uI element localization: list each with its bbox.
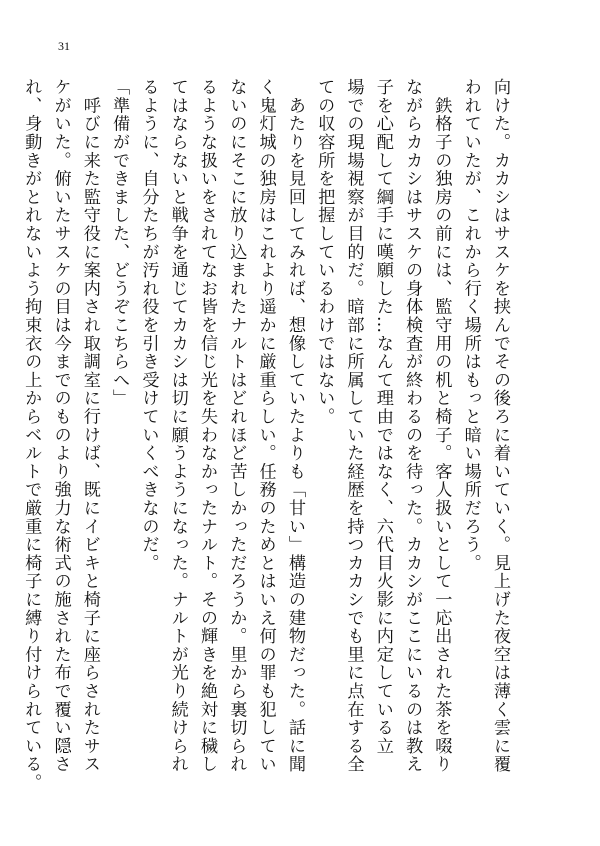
text-line: れ、身動きがとれないよう拘束衣の上からベルトで厳重に椅子に縛り付けられている。 xyxy=(21,78,42,792)
text-line: 向けた。カカシはサスケを挟んでその後ろに着いていく。見上げた夜空は薄く雲に覆 xyxy=(490,78,510,774)
body-text xyxy=(21,78,514,792)
text-line: 子を心配して綱手に嘆願した…なんて理由ではなく、六代目火影に内定している立 xyxy=(372,78,393,756)
text-line: ての収容所を把握しているわけではない。 xyxy=(314,78,335,426)
page-number: 31 xyxy=(58,39,70,53)
text-line: 呼びに来た監守役に案内され取調室に行けば、既にイビキと椅子に座らされたサス xyxy=(79,78,100,774)
text-line: てはならないと戦争を通じてカカシは切に願うようになった。ナルトが光り続けられ xyxy=(167,78,188,774)
text-line: あたりを見回してみれば、想像していたよりも「甘い」構造の建物だった。話に聞 xyxy=(284,78,305,774)
text-line: 「準備ができました、どうぞこちらへ」 xyxy=(109,78,130,408)
text-line: く鬼灯城の独房はこれより遥かに厳重らしい。任務のためとはいえ何の罪も犯してい xyxy=(255,78,276,774)
text-line: 鉄格子の独房の前には、監守用の机と椅子。客人扱いとして一応出された茶を啜り xyxy=(431,78,452,774)
text-line: るような扱いをされてなお皆を信じ光を失わなかったナルト。その輝きを絶対に穢し xyxy=(197,78,218,774)
text-line: ないのにそこに放り込まれたナルトはどれほど苦しかっただろうか。里から裏切られ xyxy=(226,78,247,774)
text-line: ケがいた。俯いたサスケの目は今までのものより強力な術式の施された布で覆い隠さ xyxy=(50,78,71,774)
text-line: ながらカカシはサスケの身体検査が終わるのを待った。カカシがここにいるのは教え xyxy=(402,78,423,774)
text-line: われていたが、これから行く場所はもっと暗い場所だろう。 xyxy=(460,78,481,573)
text-line: 場での現場視察が目的だ。暗部に所属していた経歴を持つカカシでも里に点在する全 xyxy=(343,78,364,774)
text-line: るように、自分たちが汚れ役を引き受けていくべきなのだ。 xyxy=(138,78,159,573)
